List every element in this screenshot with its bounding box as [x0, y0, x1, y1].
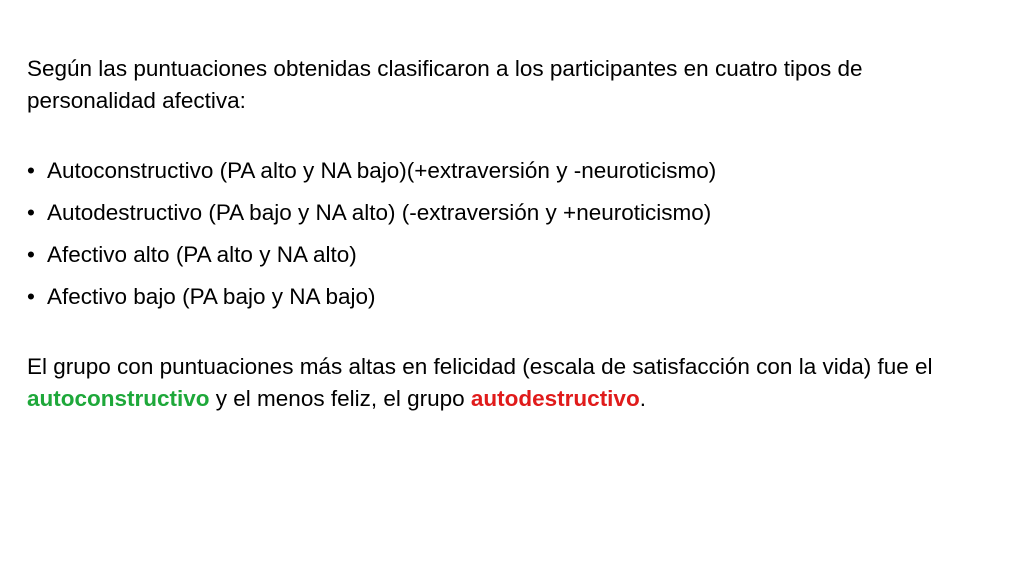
conclusion-text-2: y el menos feliz, el grupo: [209, 386, 471, 411]
list-item: [27, 197, 987, 229]
list-item: [27, 281, 987, 313]
slide-content: [27, 53, 987, 415]
conclusion-paragraph: [27, 351, 987, 415]
bullet-icon: •: [27, 158, 35, 183]
bullet-text: Afectivo bajo (PA bajo y NA bajo): [47, 284, 376, 309]
list-item: [27, 239, 987, 271]
bullet-icon: •: [27, 284, 35, 309]
bullet-icon: •: [27, 200, 35, 225]
list-item: [27, 155, 987, 187]
highlight-autoconstructivo: autoconstructivo: [27, 386, 210, 411]
personality-types-list: [27, 155, 987, 313]
conclusion-text-1: El grupo con puntuaciones más altas en felicidad (escala de satisfacción con la vida) fue el: [27, 354, 933, 379]
bullet-icon: •: [27, 242, 35, 267]
conclusion-text-3: .: [639, 386, 646, 411]
highlight-autodestructivo: autodestructivo: [470, 386, 640, 411]
bullet-text: Afectivo alto (PA alto y NA alto): [47, 242, 357, 267]
bullet-text: Autoconstructivo (PA alto y NA bajo)(+extraversión y -neuroticismo): [47, 158, 717, 183]
bullet-text: Autodestructivo (PA bajo y NA alto) (-extraversión y +neuroticismo): [47, 200, 712, 225]
intro-paragraph: Según las puntuaciones obtenidas clasificaron a los participantes en cuatro tipos de personalidad afectiva:: [27, 56, 863, 113]
